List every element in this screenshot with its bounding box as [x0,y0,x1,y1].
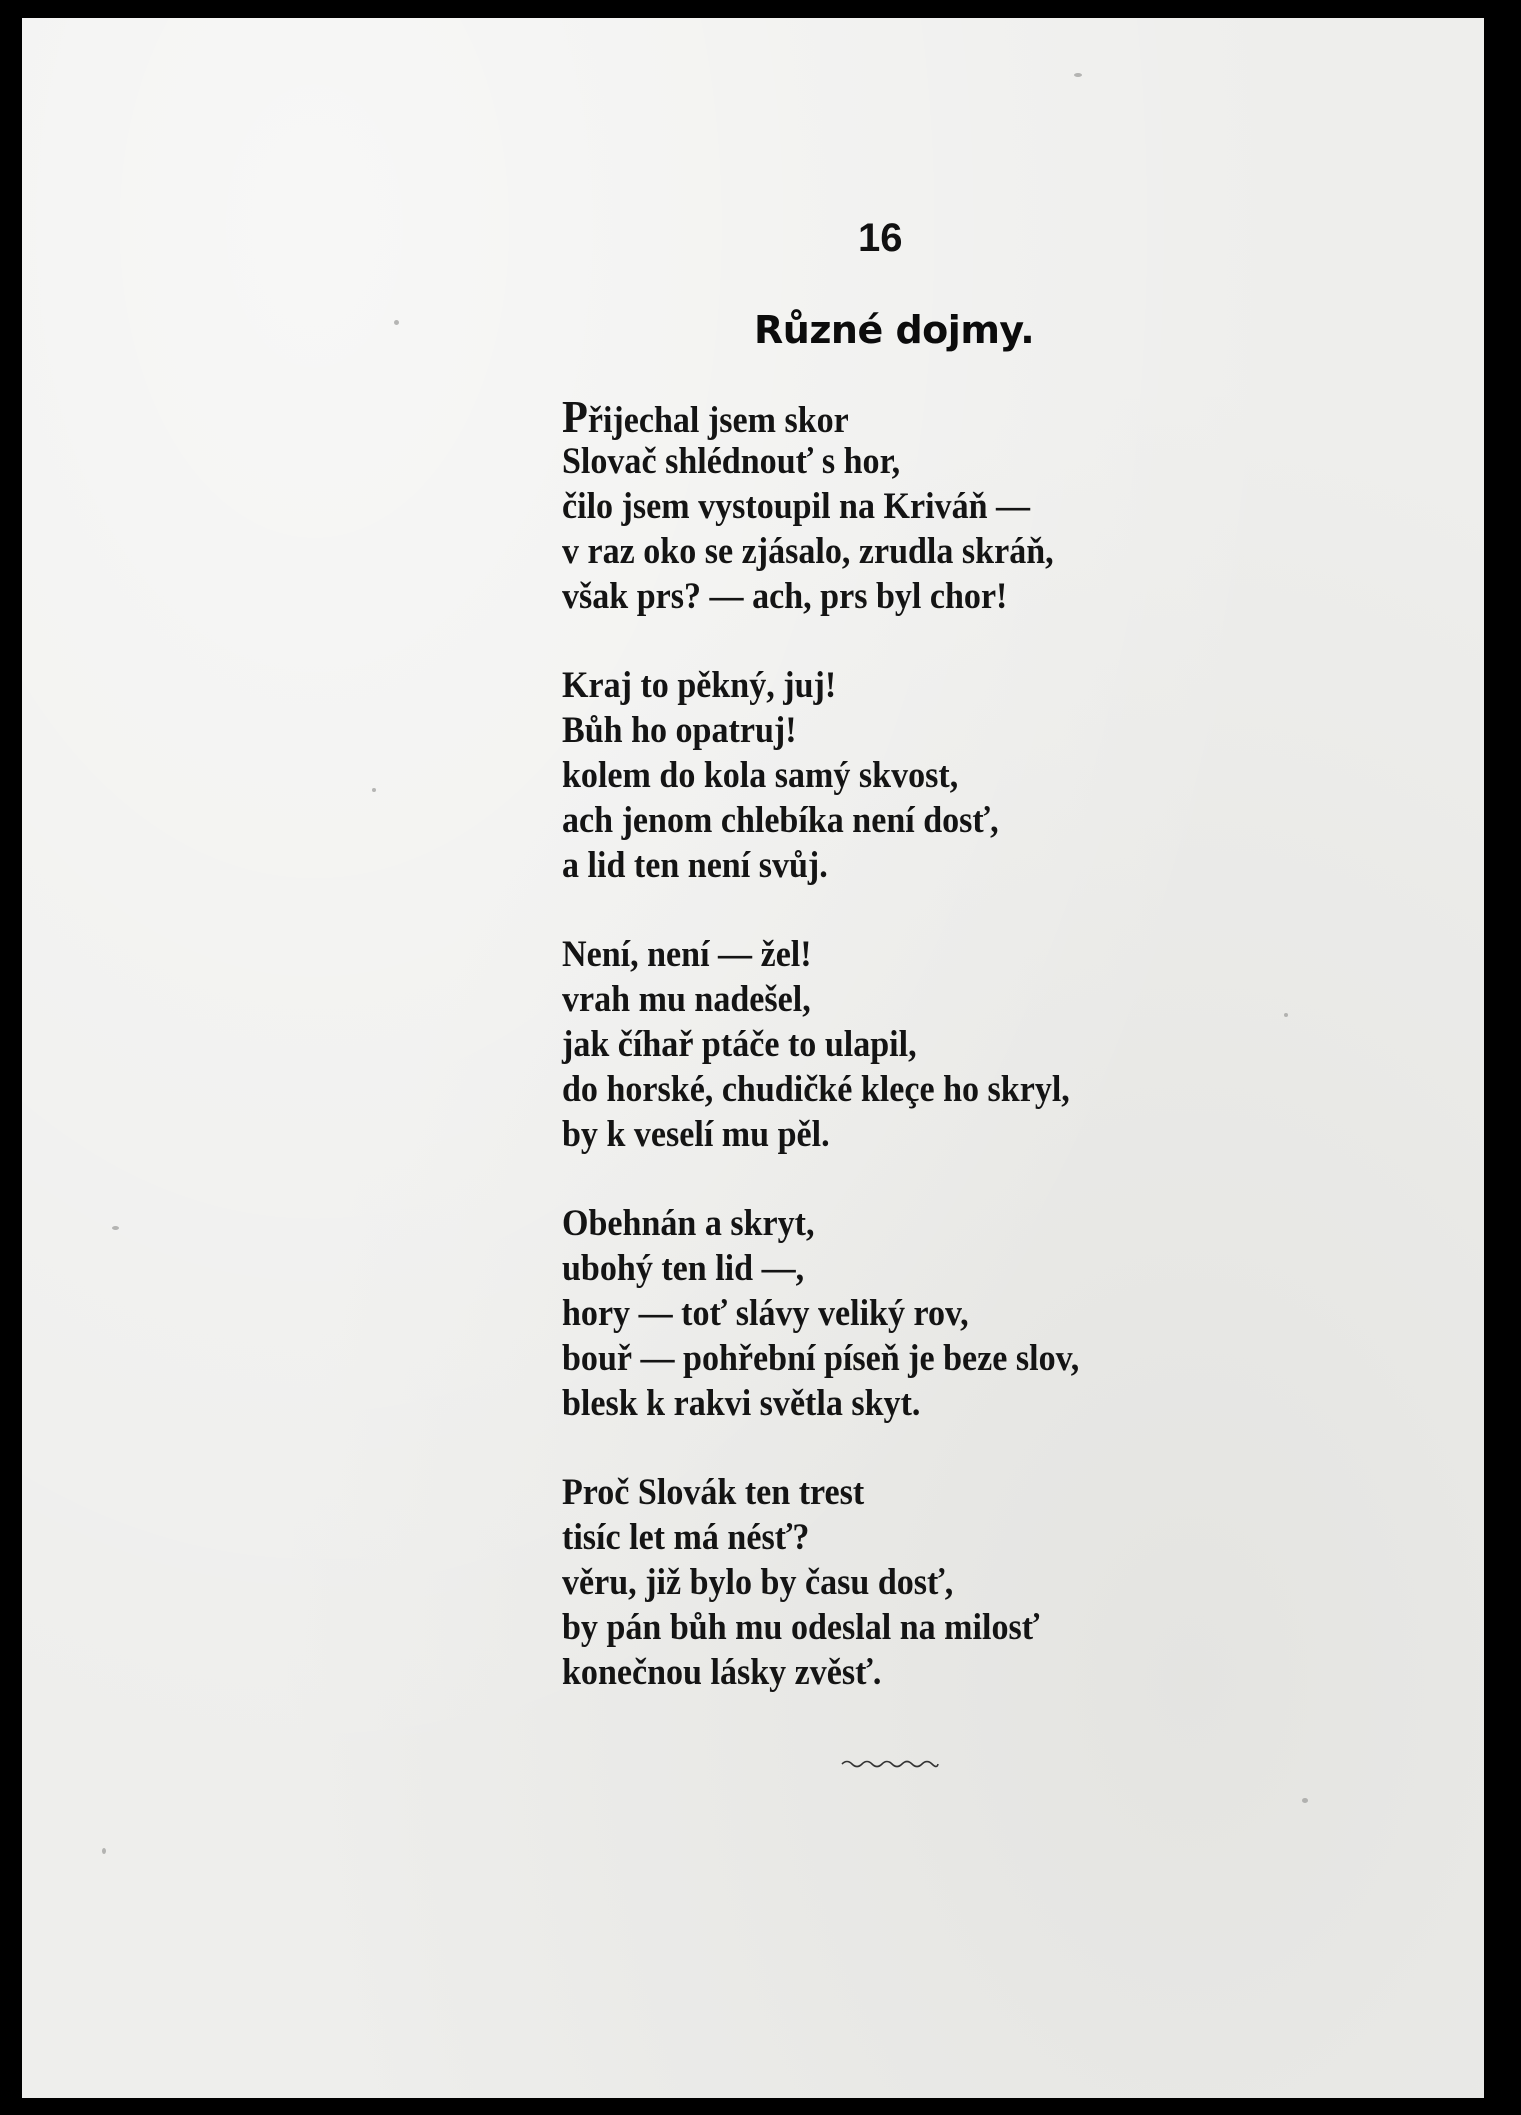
poem-line: kolem do kola samý skvost, [562,755,959,796]
paper-speck [394,320,399,325]
poem-line: v raz oko se zjásalo, zrudla skráň, [562,531,1054,572]
poem-title: Různé dojmy. [754,308,1035,352]
poem-line: a lid ten není svůj. [562,845,828,886]
paper-speck [1302,1798,1308,1803]
poem-line: čilo jsem vystoupil na Kriváň — [562,486,1031,527]
paper-speck [1284,1013,1288,1017]
poem-line: Proč Slovák ten trest [562,1472,865,1513]
poem-line: hory — toť slávy veliký rov, [562,1293,969,1334]
stanza [562,663,1282,888]
poem-line: Kraj to pěkný, juj! [562,665,837,706]
poem-body [562,391,1282,1739]
stanza [562,932,1282,1157]
stanza [562,1470,1282,1695]
poem-line: by k veselí mu pěl. [562,1114,830,1155]
poem-line: by pán bůh mu odeslal na milosť [562,1607,1040,1648]
paper-speck [372,788,376,792]
stanza [562,391,1282,619]
stanza [562,1201,1282,1426]
poem-line: Slovač shlédnouť s hor, [562,441,901,482]
poem-line: Bůh ho opatruj! [562,710,797,751]
poem-line: Obehnán a skryt, [562,1203,815,1244]
paper-speck [102,1848,106,1854]
poem-line: tisíc let má nésť? [562,1517,810,1558]
poem-line: blesk k rakvi světla skyt. [562,1383,921,1424]
page-number: 16 [858,216,903,260]
paper-speck [112,1226,119,1230]
poem-line: bouř — pohřební píseň je beze slov, [562,1338,1080,1379]
poem-line: však prs? — ach, prs byl chor! [562,576,1008,617]
poem-line: jak číhař ptáče to ulapil, [562,1024,917,1065]
poem-line: Přijechal jsem skor [562,391,849,442]
poem-line: ach jenom chlebíka není dosť, [562,800,999,841]
poem-line: ubohý ten lid —, [562,1248,805,1289]
paper-speck [1074,73,1082,77]
end-ornament [840,1756,940,1770]
poem-line: vrah mu nadešel, [562,979,811,1020]
poem-line: konečnou lásky zvěsť. [562,1652,882,1693]
poem-line: do horské, chudičké kleçe ho skryl, [562,1069,1070,1110]
book-page [22,18,1484,2098]
poem-line: Není, není — žel! [562,934,812,975]
poem-line: věru, již bylo by času dosť, [562,1562,954,1603]
